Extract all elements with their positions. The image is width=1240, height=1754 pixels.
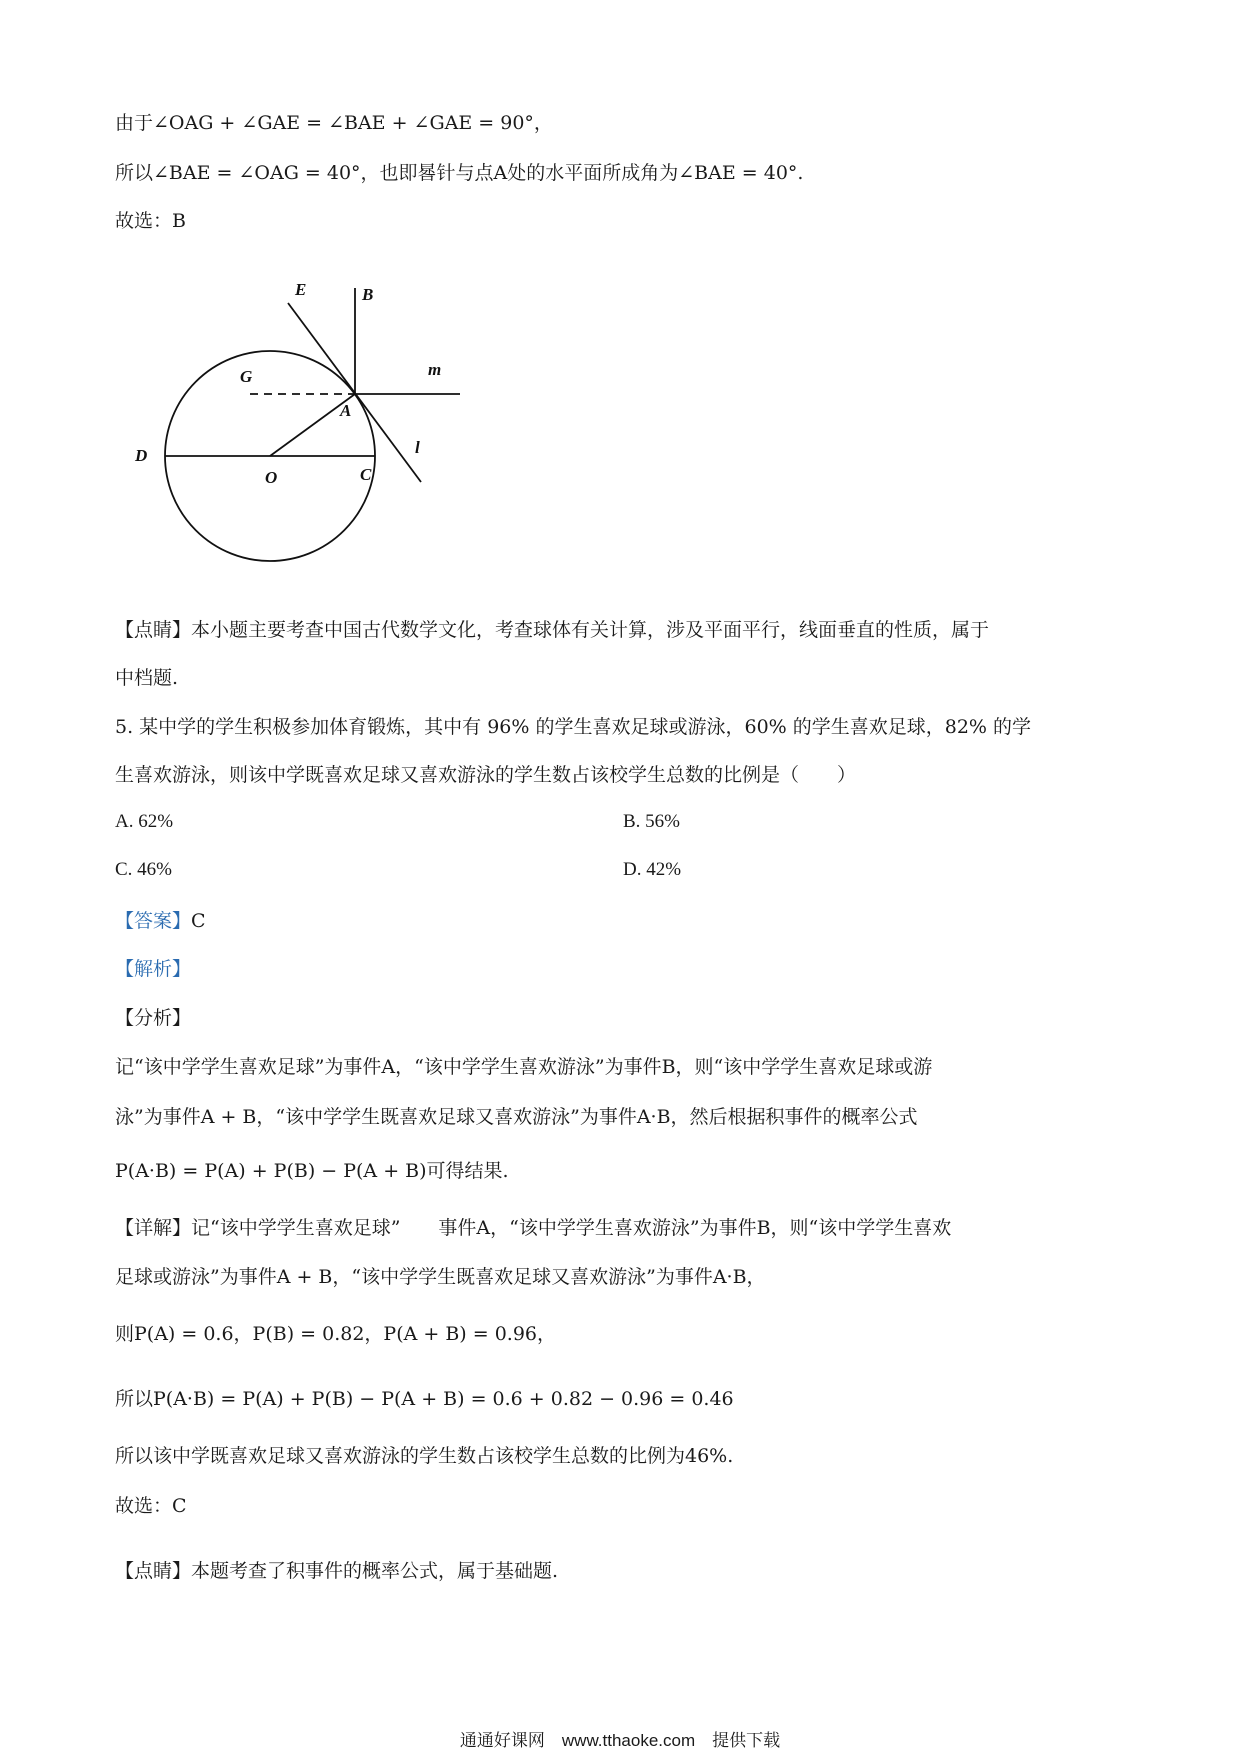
fenxi-line-2: 泳”为事件A + B，“该中学学生既喜欢足球又喜欢游泳”为事件A·B，然后根据积事件的概率公式 [115, 1106, 918, 1128]
label-G: G [240, 367, 253, 386]
label-A: A [340, 401, 352, 420]
prev-line-2: 所以∠BAE = ∠OAG = 40°，也即晷针与点A处的水平面所成角为∠BAE = 40°. [115, 162, 804, 184]
option-c: C. 46% [115, 859, 172, 880]
fenxi-line-1: 记“该中学学生喜欢足球”为事件A，“该中学学生喜欢游泳”为事件B，则“该中学学生喜欢足球或游 [115, 1056, 933, 1078]
prev-choice: 故选：B [115, 210, 186, 232]
comment1-line-2: 中档题. [115, 667, 179, 689]
prev-line-1: 由于∠OAG + ∠GAE = ∠BAE + ∠GAE = 90°， [115, 112, 553, 134]
detail-line-1: 【详解】记“该中学学生喜欢足球” 事件A，“该中学学生喜欢游泳”为事件B，则“该中学学生喜欢 [115, 1217, 952, 1239]
answer-value: C [191, 910, 206, 932]
question-line-1: 5. 某中学的学生积极参加体育锻炼，其中有 96% 的学生喜欢足球或游泳，60% 的学生喜欢足球，82% 的学 [115, 716, 1032, 738]
answer-label: 【答案】 [115, 910, 192, 932]
label-B: B [362, 285, 374, 304]
label-D: D [135, 446, 148, 465]
label-l: l [415, 438, 420, 457]
detail-line-4: 所以P(A·B) = P(A) + P(B) − P(A + B) = 0.6 + 0.82 − 0.96 = 0.46 [115, 1388, 734, 1410]
footer: 通通好课网 www.tthaoke.com 提供下载 [459, 1731, 781, 1750]
answer [115, 906, 206, 933]
question-line-2: 生喜欢游泳，则该中学既喜欢足球又喜欢游泳的学生数占该校学生总数的比例是（ ） [115, 764, 857, 786]
detail-choice: 故选：C [115, 1495, 187, 1517]
label-E: E [295, 280, 307, 299]
fenxi-line-3: P(A·B) = P(A) + P(B) − P(A + B)可得结果. [115, 1160, 509, 1182]
detail-line-3: 则P(A) = 0.6，P(B) = 0.82，P(A + B) = 0.96， [115, 1323, 557, 1345]
fenxi-label: 【分析】 [115, 1007, 192, 1029]
option-a: A. 62% [115, 811, 174, 832]
option-d: D. 42% [623, 859, 682, 880]
sphere-diagram [125, 270, 485, 580]
option-b: B. 56% [623, 811, 680, 832]
label-C: C [360, 465, 372, 484]
detail-line-2: 足球或游泳”为事件A + B，“该中学学生既喜欢足球又喜欢游泳”为事件A·B， [115, 1266, 766, 1288]
label-m: m [428, 360, 442, 379]
detail-line-5: 所以该中学既喜欢足球又喜欢游泳的学生数占该校学生总数的比例为46%. [115, 1445, 734, 1467]
analysis-label: 【解析】 [115, 958, 192, 980]
comment1-line-1: 【点睛】本小题主要考查中国古代数学文化，考查球体有关计算，涉及平面平行，线面垂直的性质，属于 [115, 619, 990, 641]
comment2: 【点睛】本题考查了积事件的概率公式，属于基础题. [115, 1560, 559, 1582]
label-O: O [265, 468, 278, 487]
